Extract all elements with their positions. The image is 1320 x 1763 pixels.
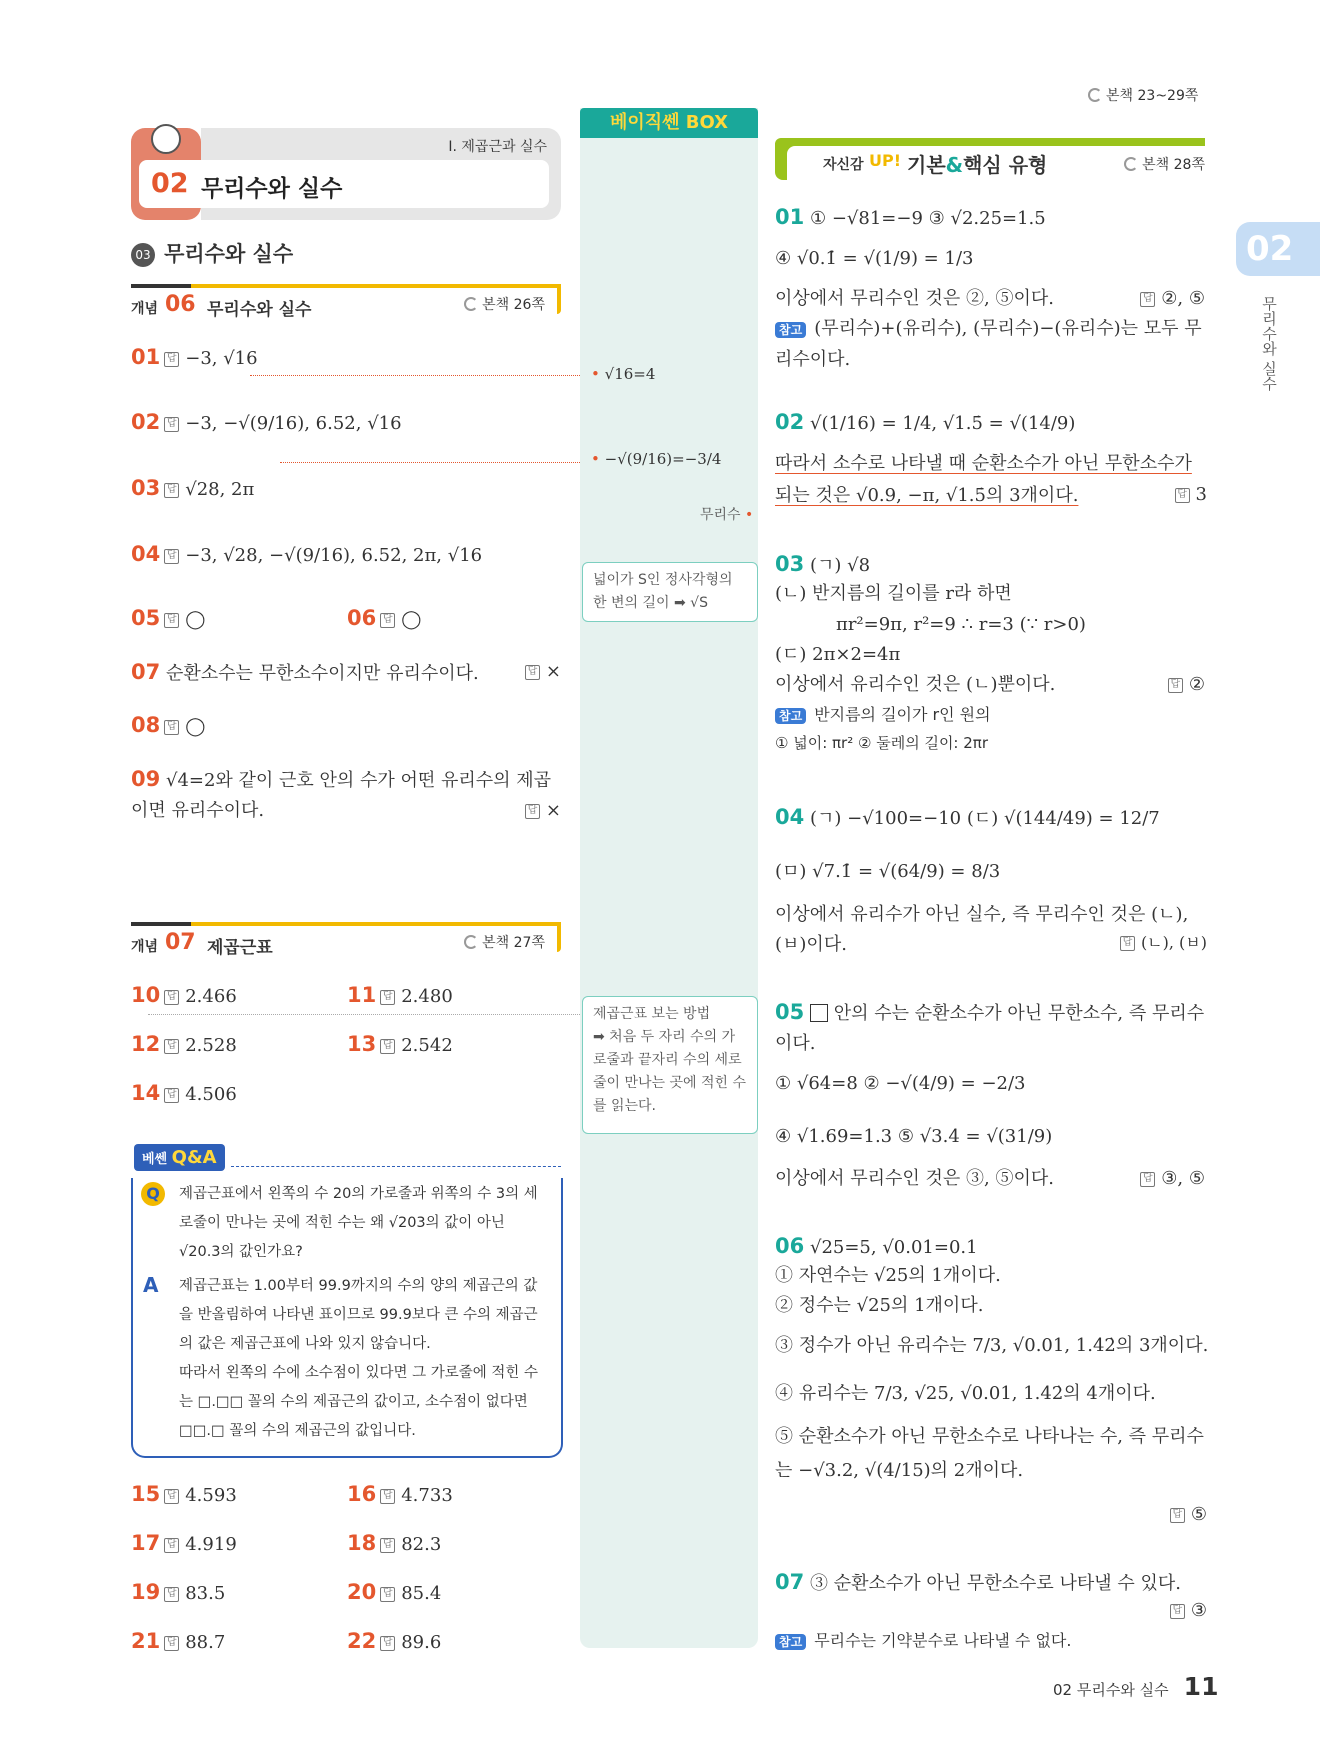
- solution-line: (ㄴ) 반지름의 길이를 r라 하면: [775, 583, 1012, 604]
- list-item: 04 답 −3, √28, −√(9/16), 6.52̇, 2π, √16: [131, 542, 483, 566]
- middle-note: • −√(9/16)=−3/4: [591, 450, 722, 468]
- middle-box: [580, 108, 758, 1648]
- chapter-number: 02: [151, 168, 189, 199]
- answer-icon: 답: [164, 483, 179, 498]
- answer-icon: 답: [164, 549, 179, 564]
- concept06-header: [131, 284, 561, 320]
- header-up: UP!: [869, 151, 902, 170]
- ref-icon: [1088, 88, 1102, 102]
- list-item: 06 답 ◯: [347, 606, 422, 630]
- solution-line: ⑤ 순환소수가 아닌 무한소수로 나타나는 수, 즉 무리수는 −√3.2, √(4/15)의 2개이다.: [775, 1426, 1204, 1481]
- concept-title: 무리수와 실수: [207, 300, 312, 320]
- solution-line: ④ √1.69=1.3 ⑤ √3.4̇ = √(31/9): [775, 1126, 1053, 1147]
- list-item: 08 답 ◯: [131, 713, 206, 737]
- concept-label: 개념: [131, 301, 159, 317]
- solution-line: (ㄷ) 2π×2=4π: [775, 644, 901, 665]
- leader-line: [250, 375, 580, 376]
- solution-line: 02 √(1/16) = 1/4, √1.5̇ = √(14/9): [775, 410, 1076, 434]
- footer-text: 02 무리수와 실수: [1053, 1681, 1169, 1699]
- list-item: 14 답 4.506: [131, 1081, 237, 1105]
- middle-title: 베이직쎈 BOX: [580, 108, 758, 138]
- section-badge: 03: [131, 243, 155, 267]
- answer-icon: 답: [380, 613, 395, 628]
- qa-answer: 제곱근표는 1.00부터 99.9까지의 수의 양의 제곱근의 값을 반올림하여 나타낸 표이므로 99.9보다 큰 수의 제곱근의 값은 제곱근표에 나와 있지 않습니다.: [179, 1278, 538, 1352]
- ref-note: 참고 (무리수)+(유리수), (무리수)−(유리수)는 모두 무리수이다.: [775, 318, 1202, 370]
- ref-note: ① 넓이: πr² ② 둘레의 길이: 2πr: [775, 734, 988, 752]
- mascot-icon: [151, 124, 181, 154]
- solution-line: 04 (ㄱ) −√100=−10 (ㄷ) √(144/49) = 12/7: [775, 805, 1160, 829]
- list-item: 02 답 −3, −√(9/16), 6.52̇, √16: [131, 410, 402, 434]
- list-item: 10 답 2.466: [131, 983, 237, 1007]
- answer-icon: 답: [164, 613, 179, 628]
- answer-icon: 답: [525, 665, 540, 680]
- answer-badge: 답 (ㄴ), (ㅂ): [1116, 930, 1207, 953]
- middle-note-box: 넓이가 S인 정사각형의 한 변의 길이 ➡ √S: [582, 562, 758, 622]
- qa-box: [131, 1140, 563, 1458]
- footer: [1053, 1672, 1218, 1701]
- list-item: 05 답 ◯: [131, 606, 206, 630]
- section-title: [131, 238, 293, 268]
- solution-line: 이상에서 유리수인 것은 (ㄴ)뿐이다. 답 ②: [775, 674, 1205, 695]
- solution-line: 07 ③ 순환소수가 아닌 무한소수로 나타낼 수 있다.: [775, 1570, 1182, 1594]
- right-header-ref: 본책 28쪽: [1124, 154, 1205, 174]
- concept-number: 06: [165, 292, 196, 317]
- solution-line: 이상에서 유리수가 아닌 실수, 즉 무리수인 것은 (ㄴ), (ㅂ)이다.: [775, 904, 1189, 955]
- concept-title: 제곱근표: [207, 938, 273, 958]
- section-title-text: 무리수와 실수: [164, 242, 294, 266]
- solution-line: ③ 정수가 아닌 유리수는 7/3, √0.01, 1.42̇의 3개이다.: [775, 1335, 1209, 1356]
- chapter-title-box: [139, 160, 549, 208]
- solution-line: 03 (ㄱ) √8: [775, 552, 871, 576]
- solution-line: 05 안의 수는 순환소수가 아닌 무한소수, 즉 무리수이다.: [775, 1000, 1205, 1054]
- chapter-title: 무리수와 실수: [201, 176, 343, 202]
- concept-label: 개념: [131, 939, 159, 955]
- answer-a-icon: A: [143, 1273, 159, 1297]
- solution-line: 따라서 소수로 나타낼 때 순환소수가 아닌 무한소수가 되는 것은 √0.9, −π, √1.5̇의 3개이다.: [775, 453, 1192, 506]
- qa-answer-2: 따라서 왼쪽의 수에 소수점이 있다면 그 가로줄에 적힌 수는 □.□□ 꼴의 수의 제곱근의 값이고, 소수점이 없다면 □□.□ 꼴의 수의 제곱근의 값입니다.: [179, 1365, 539, 1439]
- solution-line: ④ √0.1̇ = √(1/9) = 1/3: [775, 248, 974, 269]
- solution-line: 이상에서 무리수인 것은 ②, ⑤이다. 답 ②, ⑤: [775, 288, 1205, 309]
- ref-note: 참고 무리수는 기약분수로 나타낼 수 없다.: [775, 1627, 1071, 1656]
- solution-line: 이상에서 무리수인 것은 ③, ⑤이다. 답 ③, ⑤: [775, 1168, 1205, 1189]
- ref-note: 참고 반지름의 길이가 r인 원의: [775, 701, 991, 730]
- middle-note: 무리수 •: [700, 507, 754, 523]
- answer-badge: 답 3: [1171, 484, 1207, 505]
- blank-box-icon: [810, 1004, 828, 1022]
- solution-line: πr²=9π, r²=9 ∴ r=3 (∵ r>0): [836, 614, 1086, 635]
- list-item: 03 답 √28, 2π: [131, 476, 255, 500]
- concept-ref: 본책 27쪽: [464, 932, 545, 952]
- leader-line: [148, 1014, 580, 1015]
- list-item: 18 답 82.3: [347, 1531, 442, 1555]
- list-item: 16 답 4.733: [347, 1482, 453, 1506]
- solution-line: (ㅁ) √7.1̇ = √(64/9) = 8/3: [775, 861, 1001, 882]
- qa-tag: 베쎈 Q&A: [134, 1144, 225, 1171]
- list-item: 01 답 −3, √16: [131, 345, 258, 369]
- list-item: 13 답 2.542: [347, 1032, 453, 1056]
- concept07-header: [131, 922, 561, 958]
- list-item: 15 답 4.593: [131, 1482, 237, 1506]
- leader-line: [280, 462, 580, 463]
- concept-ref: 본책 26쪽: [464, 294, 545, 314]
- answer-badge: 답 ⑤: [1166, 1504, 1207, 1525]
- list-item: 22 답 89.6: [347, 1629, 442, 1653]
- answer-icon: 답: [164, 720, 179, 735]
- solution-line: ② 정수는 √25의 1개이다.: [775, 1295, 984, 1316]
- side-tab[interactable]: 02: [1236, 222, 1320, 276]
- solution-line: 01 ① −√81=−9 ③ √2.25=1.5: [775, 205, 1046, 229]
- chapter-header: [131, 128, 561, 220]
- breadcrumb: Ⅰ. 제곱근과 실수: [448, 139, 547, 155]
- list-item: 11 답 2.480: [347, 983, 453, 1007]
- middle-note: • √16=4: [591, 365, 656, 383]
- list-item: 09 √4=2와 같이 근호 안의 수가 어떤 유리수의 제곱이면 유리수이다. 답 ×: [131, 767, 561, 821]
- header-ref: 본책 23~29쪽: [1088, 85, 1198, 105]
- header-pre: 자신감: [823, 157, 864, 173]
- question-icon: Q: [141, 1182, 165, 1206]
- middle-note-box: 제곱근표 보는 방법 ➡ 처음 두 자리 수의 가로줄과 끝자리 수의 세로줄이 만나는 곳에 적힌 수를 읽는다.: [582, 996, 758, 1134]
- list-item: 17 답 4.919: [131, 1531, 237, 1555]
- solution-line: ① 자연수는 √25의 1개이다.: [775, 1265, 1001, 1286]
- list-item: 07 순환소수는 무한소수이지만 유리수이다. 답 ×: [131, 660, 561, 684]
- list-item: 19 답 83.5: [131, 1580, 226, 1604]
- list-item: 20 답 85.4: [347, 1580, 442, 1604]
- answer-icon: 답: [164, 417, 179, 432]
- solution-line: 06 √25=5, √0.01=0.1: [775, 1234, 978, 1258]
- answer-badge: 답 ③: [1166, 1600, 1207, 1621]
- solution-line: ① √64=8 ② −√(4/9) = −2/3: [775, 1073, 1026, 1094]
- qa-question: 제곱근표에서 왼쪽의 수 20의 가로줄과 위쪽의 수 3의 세로줄이 만나는 곳에 적힌 수는 왜 √203의 값이 아닌 √20.3의 값인가요?: [179, 1186, 538, 1260]
- side-tab-label: 무리수와 실수: [1260, 296, 1278, 391]
- answer-icon: 답: [525, 804, 540, 819]
- right-header: [775, 138, 1205, 180]
- right-header-title: 기본&핵심 유형: [907, 153, 1048, 177]
- page-number: 11: [1183, 1672, 1219, 1701]
- list-item: 21 답 88.7: [131, 1629, 226, 1653]
- concept-number: 07: [165, 930, 196, 955]
- answer-icon: 답: [164, 352, 179, 367]
- list-item: 12 답 2.528: [131, 1032, 237, 1056]
- solution-line: ④ 유리수는 7/3, √25, √0.01, 1.42̇의 4개이다.: [775, 1383, 1156, 1404]
